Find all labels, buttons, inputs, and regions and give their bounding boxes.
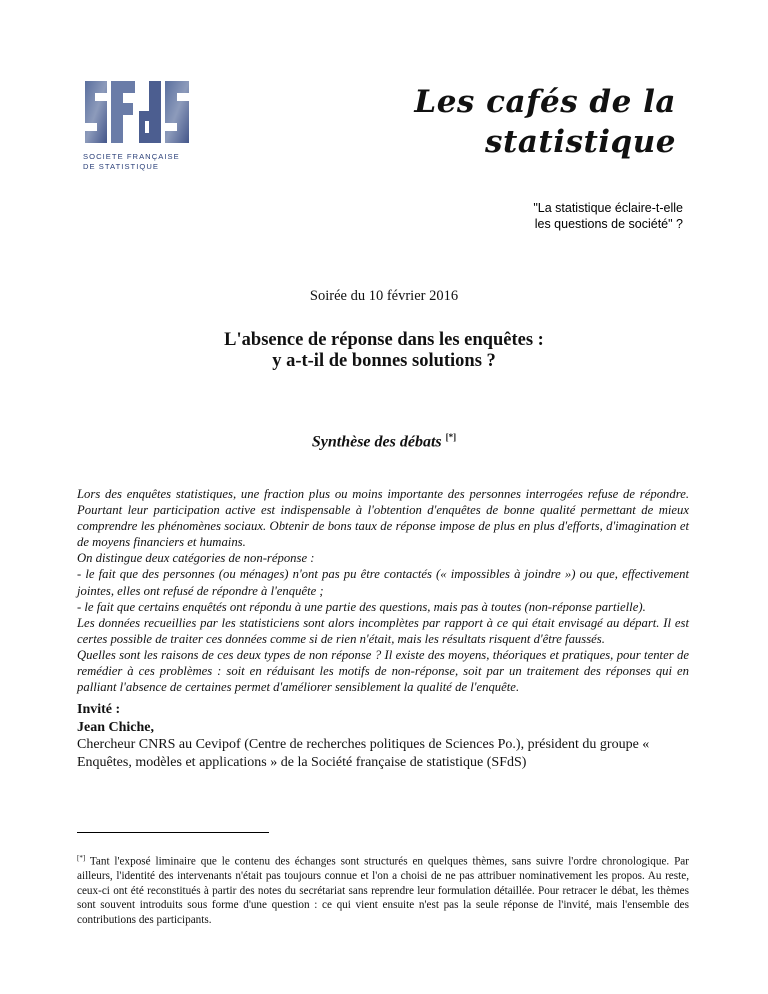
main-title-line-1: L'absence de réponse dans les enquêtes : <box>224 330 544 350</box>
soiree-date: Soirée du 10 février 2016 <box>309 288 459 304</box>
synthese-note-marker: [*] <box>445 432 457 442</box>
footnote-divider <box>77 832 269 833</box>
footnote-text: Tant l'exposé liminaire que le contenu des échanges sont structurés en quelques thèmes, sans suivre l'ordre chronologique. Par ailleurs, l'identité des intervenants n'était pas toujours connue et l'on a choisi de ne pas attribuer nominativement les propos. Au reste, ceux-ci ont été reconstitués à partir des notes du secrétariat sans reprendre leur formulation détaillée. Pour retracer le débat, les thèmes sont souvent introduits sous forme d'une question : ce qui vient ensuite n'est pas la seule réponse de l'invité, mais l'ensemble des contributions des participants. <box>77 855 689 926</box>
sfds-logo <box>83 75 193 173</box>
sfds-logo-mark <box>83 75 193 151</box>
main-title-line-2: y a-t-il de bonnes solutions ? <box>272 351 496 371</box>
synthese-label: Synthèse des débats <box>311 433 442 451</box>
intro-paragraph: Les données recueillies par les statisticiens sont alors incomplètes par rapport à ce qui était envisagé au départ. Il est certes possible de traiter ces données comme si de rien n'était, mais les résultats risquent d'être faussés. <box>77 615 689 646</box>
invite-label: Invité : <box>77 702 121 717</box>
title-line-2: statistique <box>485 124 676 160</box>
intro-paragraph: Lors des enquêtes statistiques, une fraction plus ou moins importante des personnes interrogées refuse de répondre. Pourtant leur participation active est indispensable à l'obtention d'enquêtes de bonne qualité permettant de mieux comprendre les phénomènes sociaux. Obtenir de bons taux de réponse impose de plus en plus d'efforts, d'imagination et de moyens financiers et humains. <box>77 487 689 550</box>
intro-text <box>77 486 689 695</box>
cafes-title <box>414 82 676 162</box>
footnote <box>77 851 689 927</box>
logo-line-1: SOCIETE FRANÇAISE <box>83 152 180 161</box>
footnote-marker: [*] <box>77 854 86 862</box>
tagline <box>533 200 683 232</box>
intro-paragraph: On distingue deux catégories de non-réponse : <box>77 551 315 566</box>
invite-description: Chercheur CNRS au Cevipof (Centre de recherches politiques de Sciences Po.), président du groupe « Enquêtes, modèles et applications » de la Société française de statistique (SFdS) <box>77 737 650 770</box>
intro-paragraph: - le fait que des personnes (ou ménages) n'ont pas pu être contactés (« impossibles à joindre ») ou que, effectivement jointes, elles ont refusé de répondre à l'enquête ; <box>77 567 689 598</box>
synthese-heading <box>0 432 768 451</box>
intro-paragraph: Quelles sont les raisons de ces deux types de non réponse ? Il existe des moyens, théoriques et pratiques, pour tenter de remédier à ces problèmes : soit en réduisant les motifs de non-réponse, soit par un traitement des réponses qui en palliant l'absence de certaines permet d'améliorer sensiblement la qualité de l'enquête. <box>77 647 689 695</box>
invite-section <box>77 701 697 771</box>
invite-name: Jean Chiche, <box>77 719 154 735</box>
main-title <box>0 330 768 372</box>
title-line-1: Les cafés de la <box>414 84 676 120</box>
tagline-line-1: "La statistique éclaire-t-elle <box>533 201 683 215</box>
intro-paragraph: - le fait que certains enquêtés ont répondu à une partie des questions, mais pas à toutes (non-réponse partielle). <box>77 599 646 614</box>
tagline-line-2: les questions de société" ? <box>534 217 683 231</box>
logo-line-2: DE STATISTIQUE <box>83 162 160 171</box>
